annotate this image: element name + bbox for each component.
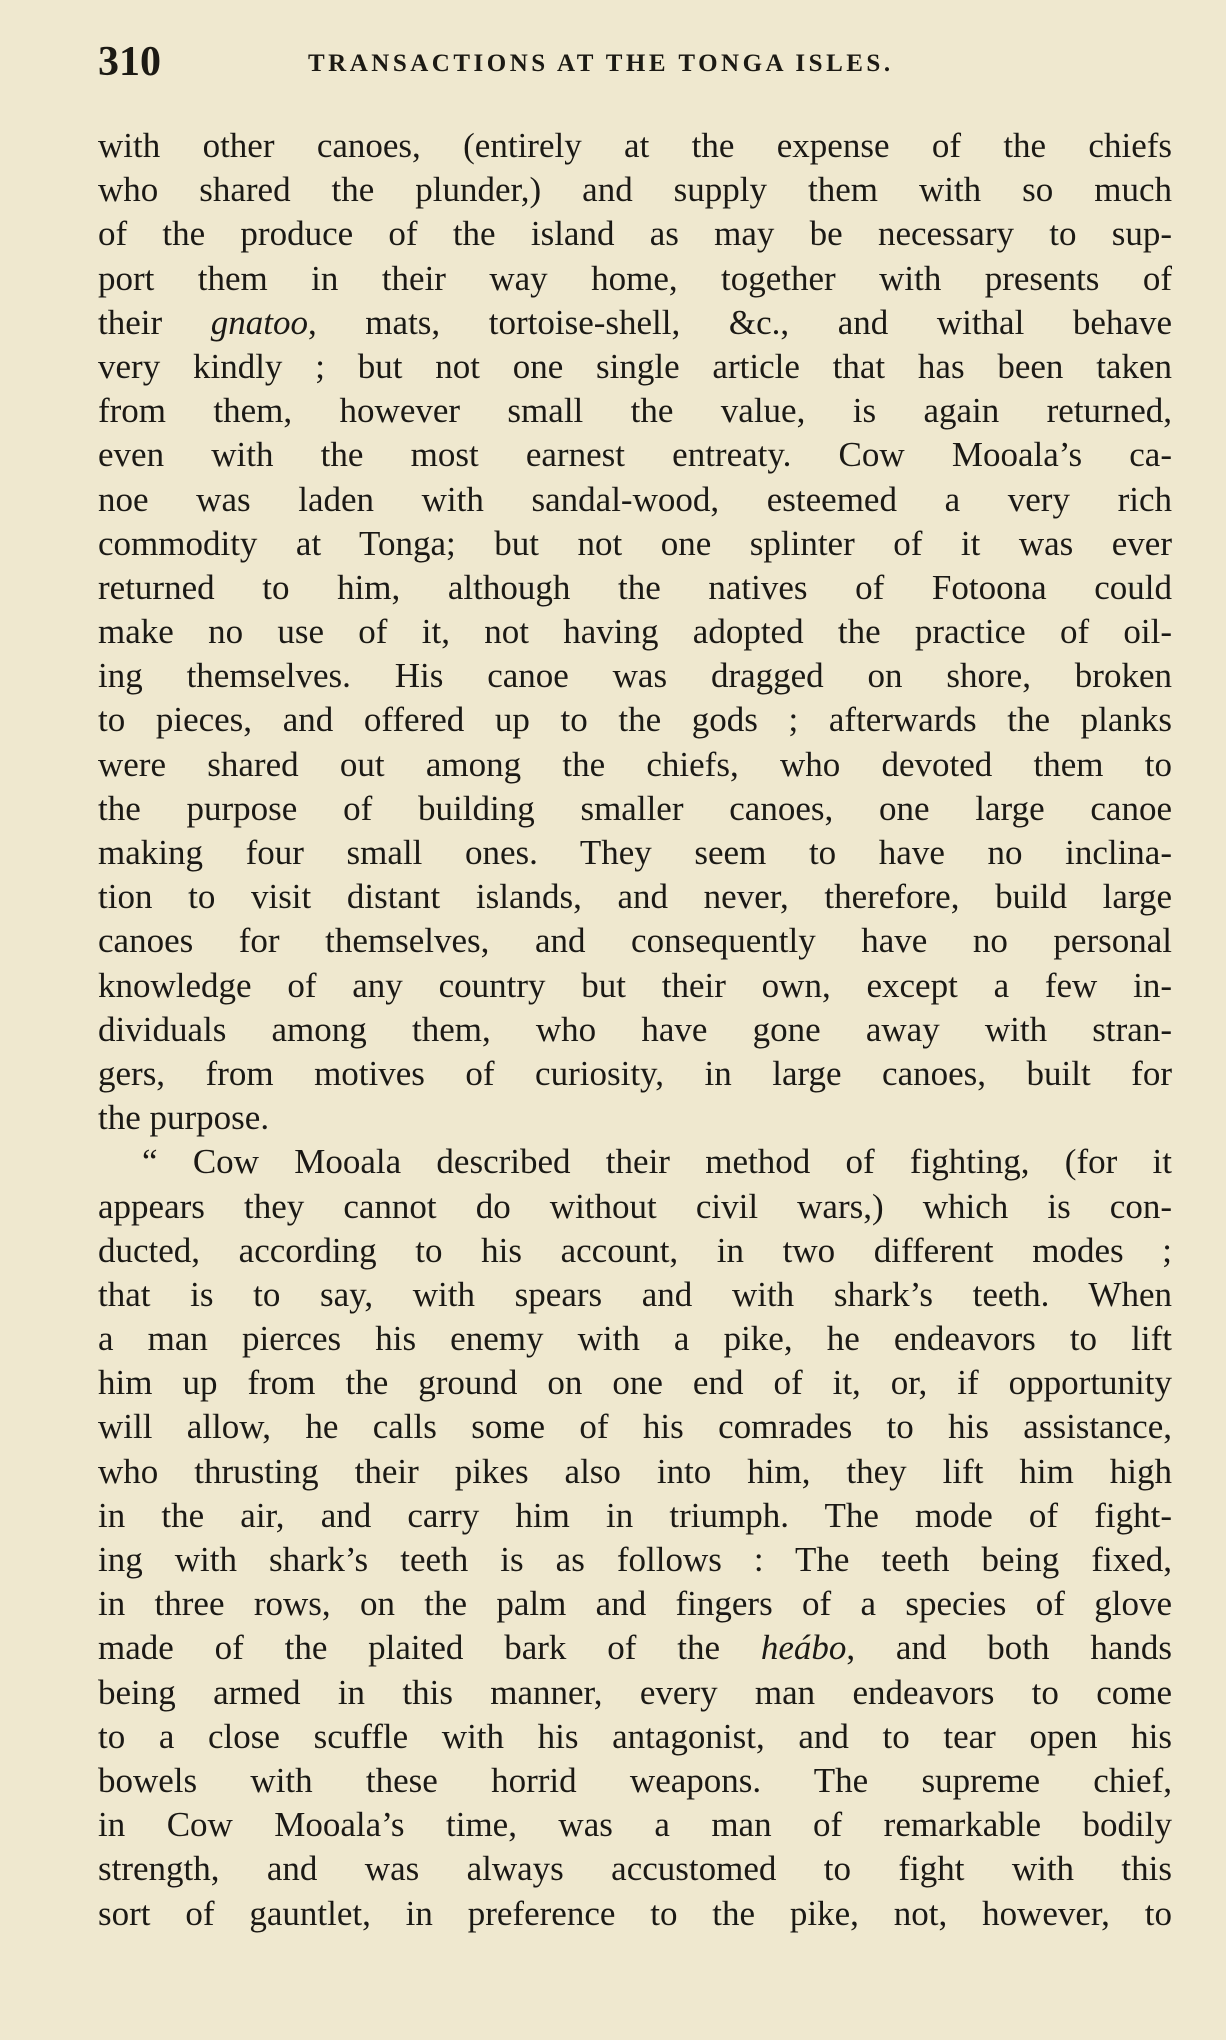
text-segment: made of the plaited bark of the — [98, 1628, 761, 1668]
text-line: very kindly ; but not one single article that has been taken — [98, 346, 1172, 386]
text-line: to a close scuffle with his antagonist, and to tear open his — [98, 1716, 1172, 1756]
text-line: were shared out among the chiefs, who devoted them to — [98, 744, 1172, 784]
text-segment: , mats, tortoise-shell, &c., and withal behave — [307, 302, 1172, 342]
text-segment: , and both hands — [846, 1628, 1172, 1668]
text-line: tion to visit distant islands, and never, therefore, build large — [98, 877, 1172, 917]
text-line: ducted, according to his account, in two different modes ; — [98, 1230, 1172, 1270]
text-line: the purpose of building smaller canoes, one large canoe — [98, 788, 1172, 828]
italic-term-gnatoo: gnatoo — [210, 302, 308, 342]
text-line: even with the most earnest entreaty. Cow Mooala’s ca- — [98, 435, 1172, 475]
text-segment: their — [98, 302, 211, 342]
text-line: strength, and was always accustomed to fight with this — [98, 1849, 1172, 1889]
text-line: of the produce of the island as may be necessary to sup- — [98, 214, 1172, 254]
text-line: bowels with these horrid weapons. The supreme chief, — [98, 1760, 1172, 1800]
text-line: in the air, and carry him in triumph. The mode of fight- — [98, 1495, 1172, 1535]
text-line: canoes for themselves, and consequently have no personal — [98, 921, 1172, 961]
text-line: dividuals among them, who have gone away with stran- — [98, 1009, 1172, 1049]
italic-term-heabo: heábo — [760, 1628, 847, 1668]
text-line: commodity at Tonga; but not one splinter of it was ever — [98, 523, 1172, 563]
text-line: him up from the ground on one end of it, or, if opportunity — [98, 1363, 1172, 1403]
text-line: knowledge of any country but their own, except a few in- — [98, 965, 1172, 1005]
text-line: a man pierces his enemy with a pike, he endeavors to lift — [98, 1319, 1172, 1359]
text-line: gers, from motives of curiosity, in large canoes, built for — [98, 1053, 1172, 1093]
text-line: being armed in this manner, every man endeavors to come — [98, 1672, 1172, 1712]
paragraph-end-line: the purpose. — [98, 1098, 270, 1138]
text-line: that is to say, with spears and with shark’s teeth. When — [98, 1274, 1172, 1314]
text-line: from them, however small the value, is again returned, — [98, 391, 1172, 431]
text-line: returned to him, although the natives of Fotoona could — [98, 567, 1172, 607]
text-line: who thrusting their pikes also into him, they lift him high — [98, 1451, 1172, 1491]
text-line: sort of gauntlet, in preference to the pike, not, however, to — [98, 1893, 1172, 1933]
running-head: TRANSACTIONS AT THE TONGA ISLES. — [308, 50, 894, 77]
text-line: make no use of it, not having adopted the practice of oil- — [98, 612, 1172, 652]
text-line: appears they cannot do without civil wars,) which is con- — [98, 1186, 1172, 1226]
text-line: in Cow Mooala’s time, was a man of remarkable bodily — [98, 1805, 1172, 1845]
text-line: ing themselves. His canoe was dragged on shore, broken — [98, 656, 1172, 696]
text-line: will allow, he calls some of his comrades to his assistance, — [98, 1407, 1172, 1447]
page-header — [98, 38, 1168, 94]
text-line: port them in their way home, together with presents of — [98, 258, 1172, 298]
text-line — [98, 301, 1172, 345]
text-line: noe was laden with sandal-wood, esteemed a very rich — [98, 479, 1172, 519]
text-line — [98, 1626, 1172, 1670]
page-number: 310 — [98, 39, 161, 85]
text-line: who shared the plunder,) and supply them with so much — [98, 170, 1172, 210]
text-line: making four small ones. They seem to have no inclina- — [98, 833, 1172, 872]
text-line: to pieces, and offered up to the gods ; afterwards the planks — [98, 700, 1172, 740]
text-line: in three rows, on the palm and fingers of a species of glove — [98, 1584, 1172, 1624]
text-line: ing with shark’s teeth is as follows : The teeth being fixed, — [98, 1540, 1172, 1579]
body-text — [98, 124, 1172, 1936]
paragraph-start-line: “ Cow Mooala described their method of fighting, (for it — [142, 1142, 1172, 1182]
text-line: with other canoes, (entirely at the expense of the chiefs — [98, 126, 1172, 165]
